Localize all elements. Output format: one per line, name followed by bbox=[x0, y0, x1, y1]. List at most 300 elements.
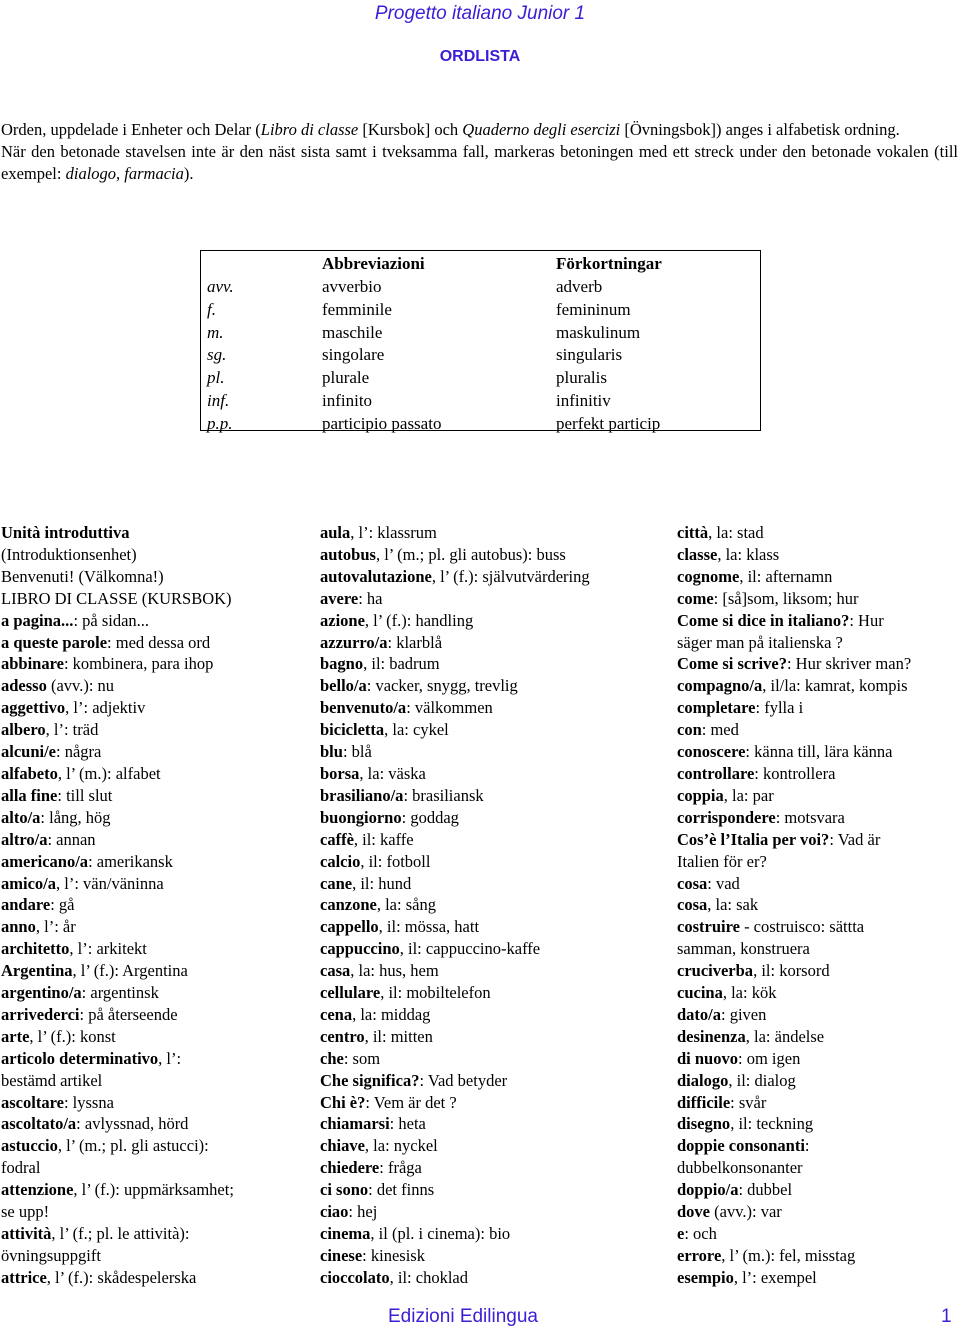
glossary-entry bbox=[320, 1048, 660, 1070]
glossary-definition: , la: klass bbox=[717, 544, 780, 564]
glossary-definition: : vad bbox=[707, 873, 740, 893]
glossary-definition: : annan bbox=[47, 829, 96, 849]
glossary-term: blu bbox=[320, 742, 343, 762]
glossary-term: cinese bbox=[320, 1245, 363, 1265]
glossary-entry bbox=[1, 894, 301, 916]
glossary-entry bbox=[320, 1267, 660, 1289]
glossary-definition: - costruisco: sättta bbox=[739, 917, 865, 937]
abbreviation-abbr: inf. bbox=[207, 391, 230, 410]
glossary-entry bbox=[1, 675, 301, 697]
glossary-column-1 bbox=[1, 522, 301, 1289]
glossary-definition: : känna till, lära känna bbox=[745, 742, 893, 762]
glossary-definition: , il: badrum bbox=[363, 654, 440, 674]
glossary-entry bbox=[677, 807, 959, 829]
glossary-term: di nuovo bbox=[677, 1048, 738, 1068]
glossary-entry bbox=[677, 1179, 959, 1201]
glossary-entry bbox=[677, 1135, 959, 1157]
glossary-definition: : vacker, snygg, trevlig bbox=[366, 676, 518, 696]
glossary-term: compagno/a bbox=[677, 676, 763, 696]
glossary-term: cosa bbox=[677, 873, 708, 893]
glossary-term: cappello bbox=[320, 917, 379, 937]
glossary-definition: : given bbox=[721, 1004, 767, 1024]
glossary-entry bbox=[677, 697, 959, 719]
abbreviation-it: singolare bbox=[322, 345, 385, 365]
glossary-entry bbox=[677, 544, 959, 566]
glossary-entry bbox=[1, 1267, 301, 1289]
glossary-term: calcio bbox=[320, 851, 361, 871]
glossary-term: Unità introduttiva bbox=[1, 523, 130, 542]
glossary-entry bbox=[320, 982, 660, 1004]
glossary-entry bbox=[1, 544, 301, 566]
glossary-definition: , l’ (m.): alfabet bbox=[57, 763, 161, 783]
footer-publisher: Edizioni Edilingua bbox=[388, 1306, 538, 1327]
glossary-definition: , l’: vän/väninna bbox=[56, 873, 164, 893]
glossary-definition: Italien för er? bbox=[677, 851, 767, 871]
glossary-definition: , l’: exempel bbox=[733, 1267, 817, 1287]
glossary-term: avere bbox=[320, 588, 359, 608]
glossary-entry bbox=[677, 632, 959, 654]
glossary-definition: : kombinera, para ihop bbox=[63, 654, 214, 674]
glossary-definition: , la: kök bbox=[722, 983, 777, 1003]
glossary-term: bello/a bbox=[320, 676, 367, 696]
abbreviation-sv: infinitiv bbox=[556, 391, 611, 410]
glossary-entry bbox=[1, 982, 301, 1004]
glossary-definition: : Hur bbox=[849, 610, 884, 630]
glossary-term: e bbox=[677, 1224, 685, 1243]
glossary-term: città bbox=[677, 523, 709, 542]
glossary-term: alcuni/e bbox=[1, 742, 57, 762]
glossary-entry bbox=[320, 653, 660, 675]
glossary-definition: : hej bbox=[348, 1202, 378, 1222]
glossary-entry bbox=[320, 1179, 660, 1201]
intro-paragraph-1: Orden, uppdelade i Enheter och Delar (Libro di classe [Kursbok] och Quaderno degli esercizi [Övningsbok]) anges i alfabetisk ordning. bbox=[1, 120, 900, 139]
glossary-term: andare bbox=[1, 895, 51, 915]
glossary-entry bbox=[1, 1026, 301, 1048]
glossary-term: articolo determinativo bbox=[1, 1048, 159, 1068]
abbreviation-sv: maskulinum bbox=[556, 322, 641, 342]
glossary-entry bbox=[1, 1135, 301, 1157]
glossary-entry bbox=[1, 1070, 301, 1092]
glossary-definition: : gå bbox=[50, 895, 75, 915]
glossary-term: ascoltato/a bbox=[1, 1114, 77, 1134]
glossary-term: difficile bbox=[677, 1092, 731, 1112]
glossary-entry bbox=[677, 741, 959, 763]
glossary-term: controllare bbox=[677, 763, 755, 783]
glossary-definition: , il (pl. i cinema): bio bbox=[370, 1224, 511, 1243]
glossary-term: come bbox=[677, 588, 714, 608]
abbreviation-abbr: f. bbox=[207, 299, 216, 319]
glossary-term: cappuccino bbox=[320, 939, 400, 959]
glossary-entry bbox=[1, 653, 301, 675]
glossary-entry bbox=[1, 610, 301, 632]
glossary-definition: bestämd artikel bbox=[1, 1070, 103, 1090]
glossary-term: conoscere bbox=[677, 742, 746, 762]
glossary-entry bbox=[1, 522, 301, 544]
abbreviation-row bbox=[201, 389, 760, 412]
glossary-entry bbox=[1, 1048, 301, 1070]
glossary-term: cognome bbox=[677, 566, 740, 586]
glossary-entry bbox=[677, 1223, 959, 1245]
glossary-entry bbox=[677, 653, 959, 675]
glossary-definition: , il: teckning bbox=[730, 1114, 814, 1134]
glossary-entry bbox=[677, 588, 959, 610]
glossary-definition: , l’ (m.): fel, misstag bbox=[721, 1245, 856, 1265]
glossary-term: che bbox=[320, 1048, 344, 1068]
abbreviation-row bbox=[201, 412, 760, 435]
glossary-definition: övningsuppgift bbox=[1, 1245, 101, 1265]
glossary-definition: : dubbel bbox=[738, 1180, 793, 1200]
glossary-entry bbox=[677, 960, 959, 982]
glossary-definition: , l’ (m.; pl. gli astucci): bbox=[57, 1136, 209, 1156]
glossary-entry bbox=[677, 1070, 959, 1092]
glossary-term: cinema bbox=[320, 1224, 371, 1243]
intro-paragraph-2: När den betonade stavelsen inte är den näst sista samt i tveksamma fall, markeras betoningen med ett streck under den betonade vokalen (till exempel: dialogo, farmacia). bbox=[1, 142, 958, 183]
glossary-term: albero bbox=[1, 720, 46, 740]
glossary-entry bbox=[677, 938, 959, 960]
abbreviation-abbr: m. bbox=[207, 322, 224, 342]
glossary-term: aggettivo bbox=[1, 698, 66, 718]
glossary-term: cruciverba bbox=[677, 961, 754, 981]
glossary-definition: : brasiliansk bbox=[403, 785, 484, 805]
glossary-term: ciao bbox=[320, 1202, 349, 1222]
glossary-entry bbox=[1, 938, 301, 960]
abbreviation-row bbox=[201, 343, 760, 366]
glossary-definition: , la: väska bbox=[359, 763, 426, 783]
glossary-entry bbox=[1, 873, 301, 895]
glossary-column-3 bbox=[677, 522, 959, 1289]
glossary-entry bbox=[320, 807, 660, 829]
glossary-entry bbox=[1, 697, 301, 719]
glossary-entry bbox=[1, 588, 301, 610]
glossary-term: Cos’è l’Italia per voi? bbox=[677, 829, 830, 849]
glossary-entry bbox=[320, 719, 660, 741]
glossary-definition: , l’ (f.): handling bbox=[364, 610, 474, 630]
glossary-definition: , la: sak bbox=[707, 895, 759, 915]
glossary-term: dove bbox=[677, 1202, 710, 1222]
abbreviation-sv: adverb bbox=[556, 277, 603, 296]
glossary-definition: : på återseende bbox=[79, 1004, 178, 1024]
glossary-term: chiamarsi bbox=[320, 1114, 390, 1134]
glossary-definition: , il: afternamn bbox=[739, 566, 833, 586]
glossary-definition: : Vad betyder bbox=[419, 1070, 508, 1090]
glossary-definition: , il: dialog bbox=[728, 1070, 796, 1090]
glossary-definition: : med bbox=[701, 720, 739, 740]
glossary-entry bbox=[320, 894, 660, 916]
intro-text bbox=[1, 119, 958, 185]
glossary-entry bbox=[320, 741, 660, 763]
glossary-definition: : det finns bbox=[368, 1180, 435, 1200]
glossary-term: casa bbox=[320, 961, 351, 981]
glossary-definition: , il: fotboll bbox=[360, 851, 431, 871]
glossary-definition: , l’: träd bbox=[45, 720, 99, 740]
abbreviations-table bbox=[200, 250, 761, 431]
glossary-entry bbox=[320, 1092, 660, 1114]
glossary-entry bbox=[320, 522, 660, 544]
glossary-entry bbox=[1, 741, 301, 763]
abbreviation-row bbox=[201, 275, 760, 298]
glossary-term: argentino/a bbox=[1, 983, 82, 1003]
glossary-term: Che significa? bbox=[320, 1070, 420, 1090]
glossary-entry bbox=[320, 632, 660, 654]
glossary-definition: : som bbox=[343, 1048, 381, 1068]
abbreviation-abbr: pl. bbox=[207, 368, 225, 388]
abbreviation-it: participio passato bbox=[322, 413, 442, 433]
glossary-term: con bbox=[677, 720, 702, 740]
glossary-definition: : goddag bbox=[401, 807, 459, 827]
glossary-entry bbox=[677, 1245, 959, 1267]
abbreviation-it: infinito bbox=[322, 391, 373, 410]
glossary-term: coppia bbox=[677, 785, 724, 805]
glossary-entry bbox=[320, 1135, 660, 1157]
glossary-term: bagno bbox=[320, 654, 364, 674]
glossary-definition: , il/la: kamrat, kompis bbox=[762, 676, 908, 696]
glossary-term: brasiliano/a bbox=[320, 785, 404, 805]
glossary-term: a pagina... bbox=[1, 610, 74, 630]
glossary-entry bbox=[320, 1245, 660, 1267]
glossary-term: chiave bbox=[320, 1136, 365, 1156]
glossary-term: corrispondere bbox=[677, 807, 776, 827]
glossary-entry bbox=[1, 807, 301, 829]
glossary-definition: dubbelkonsonanter bbox=[677, 1158, 803, 1178]
glossary-definition: , il: cappuccino-kaffe bbox=[399, 939, 541, 959]
glossary-entry bbox=[320, 566, 660, 588]
glossary-entry bbox=[1, 1245, 301, 1267]
glossary-term: a queste parole bbox=[1, 632, 108, 652]
glossary-term: dialogo bbox=[677, 1070, 729, 1090]
glossary-term: amico/a bbox=[1, 873, 56, 893]
glossary-definition: , l’ (f.): uppmärksamhet; bbox=[73, 1180, 234, 1200]
glossary-definition: : svår bbox=[730, 1092, 767, 1112]
glossary-definition: , l’: klassrum bbox=[350, 523, 437, 542]
glossary-term: buongiorno bbox=[320, 807, 402, 827]
glossary-definition: , la: par bbox=[723, 785, 774, 805]
glossary-definition: : kinesisk bbox=[362, 1245, 425, 1265]
glossary-definition: , l’ (f.): Argentina bbox=[72, 961, 188, 981]
glossary-definition: (avv.): nu bbox=[46, 676, 115, 696]
glossary-entry bbox=[1, 1004, 301, 1026]
glossary-term: costruire bbox=[677, 917, 740, 937]
glossary-term: attrice bbox=[1, 1267, 47, 1287]
glossary-column-2 bbox=[320, 522, 660, 1289]
abbreviation-sv: singularis bbox=[556, 345, 623, 365]
glossary-entry bbox=[320, 829, 660, 851]
glossary-definition: : blå bbox=[342, 742, 372, 762]
glossary-term: caffè bbox=[320, 829, 354, 849]
glossary-definition: : klarblå bbox=[387, 632, 443, 652]
abbreviation-abbr: p.p. bbox=[207, 413, 233, 433]
glossary-definition: : avlyssnad, hörd bbox=[76, 1114, 189, 1134]
glossary-definition: : till slut bbox=[57, 785, 113, 805]
glossary-term: centro bbox=[320, 1026, 365, 1046]
glossary-entry bbox=[320, 1070, 660, 1092]
glossary-term: bicicletta bbox=[320, 720, 385, 740]
page-header-title: Progetto italiano Junior 1 bbox=[374, 3, 586, 24]
glossary-term: Argentina bbox=[1, 961, 73, 981]
glossary-entry bbox=[1, 1201, 301, 1223]
glossary-entry bbox=[677, 566, 959, 588]
glossary-definition: , il: choklad bbox=[389, 1267, 468, 1287]
glossary-term: azione bbox=[320, 610, 365, 630]
glossary-entry bbox=[320, 960, 660, 982]
glossary-entry bbox=[1, 719, 301, 741]
glossary-term: disegno bbox=[677, 1114, 731, 1134]
glossary-entry bbox=[320, 916, 660, 938]
glossary-term: arte bbox=[1, 1026, 30, 1046]
glossary-definition: : kontrollera bbox=[754, 763, 836, 783]
glossary-term: esempio bbox=[677, 1267, 734, 1287]
glossary-entry bbox=[1, 763, 301, 785]
glossary-entry bbox=[677, 851, 959, 873]
glossary-entry bbox=[677, 873, 959, 895]
glossary-term: autobus bbox=[320, 544, 376, 564]
glossary-definition: : om igen bbox=[738, 1048, 801, 1068]
glossary-term: ci sono bbox=[320, 1180, 369, 1200]
glossary-entry bbox=[320, 610, 660, 632]
glossary-term: Come si dice in italiano? bbox=[677, 610, 850, 630]
glossary-term: chiedere bbox=[320, 1158, 380, 1178]
glossary-entry bbox=[320, 938, 660, 960]
glossary-definition: : ha bbox=[358, 588, 383, 608]
glossary-definition: , la: middag bbox=[352, 1004, 431, 1024]
glossary-definition: , la: hus, hem bbox=[350, 961, 439, 981]
glossary-term: cena bbox=[320, 1004, 353, 1024]
glossary-definition: : välkommen bbox=[406, 698, 493, 718]
glossary-term: dato/a bbox=[677, 1004, 722, 1024]
glossary-term: Come si scrive? bbox=[677, 654, 787, 674]
glossary-term: arrivederci bbox=[1, 1004, 80, 1024]
glossary-term: Chi è? bbox=[320, 1092, 366, 1112]
glossary-entry bbox=[320, 1026, 660, 1048]
glossary-term: canzone bbox=[320, 895, 377, 915]
glossary-term: americano/a bbox=[1, 851, 89, 871]
glossary-entry bbox=[677, 916, 959, 938]
glossary-term: borsa bbox=[320, 763, 360, 783]
glossary-entry bbox=[320, 1157, 660, 1179]
glossary-term: attività bbox=[1, 1224, 52, 1243]
glossary-term: azzurro/a bbox=[320, 632, 388, 652]
page-number: 1 bbox=[941, 1306, 952, 1327]
glossary-entry bbox=[677, 675, 959, 697]
glossary-term: alfabeto bbox=[1, 763, 58, 783]
glossary-definition: , la: cykel bbox=[384, 720, 449, 740]
glossary-term: classe bbox=[677, 544, 718, 564]
glossary-definition: : lång, hög bbox=[40, 807, 111, 827]
abbreviation-sv: perfekt particip bbox=[556, 413, 661, 433]
glossary-definition: , l’ (f.): självutvärdering bbox=[431, 566, 590, 586]
glossary-entry bbox=[320, 588, 660, 610]
glossary-definition: samman, konstruera bbox=[677, 939, 810, 959]
glossary-definition: : amerikansk bbox=[88, 851, 173, 871]
glossary-definition: , l’: bbox=[158, 1048, 182, 1068]
glossary-entry bbox=[1, 916, 301, 938]
glossary-definition: : argentinsk bbox=[81, 983, 159, 1003]
glossary-entry bbox=[677, 1157, 959, 1179]
glossary-definition: , l’: år bbox=[35, 917, 76, 937]
glossary-entry bbox=[677, 1026, 959, 1048]
glossary-entry bbox=[677, 1092, 959, 1114]
glossary-definition: : med dessa ord bbox=[107, 632, 211, 652]
glossary-term: attenzione bbox=[1, 1180, 74, 1200]
glossary-term: abbinare bbox=[1, 654, 64, 674]
abbreviations-header-it: Abbreviazioni bbox=[322, 254, 425, 273]
glossary-term: cane bbox=[320, 873, 353, 893]
glossary-term: adesso bbox=[1, 676, 47, 696]
abbreviations-header-row bbox=[201, 252, 760, 275]
abbreviations-header-sv: Förkortningar bbox=[556, 254, 662, 273]
glossary-definition: , il: mitten bbox=[364, 1026, 433, 1046]
glossary-entry bbox=[677, 610, 959, 632]
glossary-entry bbox=[320, 785, 660, 807]
glossary-entry bbox=[1, 1179, 301, 1201]
glossary-entry bbox=[320, 544, 660, 566]
glossary-entry bbox=[320, 851, 660, 873]
glossary-entry bbox=[677, 1113, 959, 1135]
glossary-entry bbox=[320, 1004, 660, 1026]
glossary-entry bbox=[677, 1004, 959, 1026]
glossary-term: benvenuto/a bbox=[320, 698, 407, 718]
glossary-definition: , la: nyckel bbox=[364, 1136, 438, 1156]
glossary-definition: , la: ändelse bbox=[745, 1026, 825, 1046]
page-section-title: ORDLISTA bbox=[439, 48, 521, 65]
abbreviation-row bbox=[201, 366, 760, 389]
glossary-entry bbox=[677, 982, 959, 1004]
glossary-definition: : fråga bbox=[379, 1158, 422, 1178]
glossary-term: autovalutazione bbox=[320, 566, 432, 586]
abbreviation-row bbox=[201, 298, 760, 321]
glossary-term: doppio/a bbox=[677, 1180, 739, 1200]
glossary-entry bbox=[677, 522, 959, 544]
glossary-term: architetto bbox=[1, 939, 70, 959]
glossary-definition: , la: sång bbox=[376, 895, 436, 915]
glossary-entry bbox=[677, 1048, 959, 1070]
glossary-term: anno bbox=[1, 917, 36, 937]
glossary-definition: : lyssna bbox=[63, 1092, 114, 1112]
glossary-entry bbox=[677, 719, 959, 741]
glossary-entry bbox=[677, 894, 959, 916]
glossary-entry bbox=[320, 1223, 660, 1245]
glossary-entry bbox=[677, 785, 959, 807]
glossary-definition: , il: mobiltelefon bbox=[380, 983, 491, 1003]
glossary-entry bbox=[1, 829, 301, 851]
glossary-entry bbox=[1, 1157, 301, 1179]
glossary-term: astuccio bbox=[1, 1136, 58, 1156]
glossary-definition: : Hur skriver man? bbox=[786, 654, 912, 674]
abbreviation-row bbox=[201, 321, 760, 344]
glossary-entry bbox=[1, 566, 301, 588]
glossary-term: alto/a bbox=[1, 807, 41, 827]
glossary-definition: LIBRO DI CLASSE (KURSBOK) bbox=[1, 588, 232, 608]
glossary-definition: (avv.): var bbox=[710, 1202, 782, 1222]
glossary-definition: , la: stad bbox=[708, 523, 764, 542]
glossary-definition: se upp! bbox=[1, 1202, 50, 1222]
glossary-entry bbox=[320, 1113, 660, 1135]
glossary-entry bbox=[1, 1223, 301, 1245]
glossary-definition: : heta bbox=[389, 1114, 426, 1134]
glossary-entry bbox=[320, 873, 660, 895]
glossary-term: completare bbox=[677, 698, 756, 718]
glossary-definition: , l’: arkitekt bbox=[69, 939, 147, 959]
glossary-term: aula bbox=[320, 523, 351, 542]
glossary-definition: , l’ (m.; pl. gli autobus): buss bbox=[375, 544, 566, 564]
glossary-term: cucina bbox=[677, 983, 723, 1003]
glossary-definition: : motsvara bbox=[775, 807, 845, 827]
glossary-definition: , l’ (f.): konst bbox=[29, 1026, 116, 1046]
glossary-term: cosa bbox=[677, 895, 708, 915]
glossary-definition: , il: hund bbox=[352, 873, 412, 893]
glossary-definition: : och bbox=[684, 1224, 717, 1243]
abbreviation-sv: femininum bbox=[556, 299, 631, 319]
glossary-entry bbox=[320, 763, 660, 785]
